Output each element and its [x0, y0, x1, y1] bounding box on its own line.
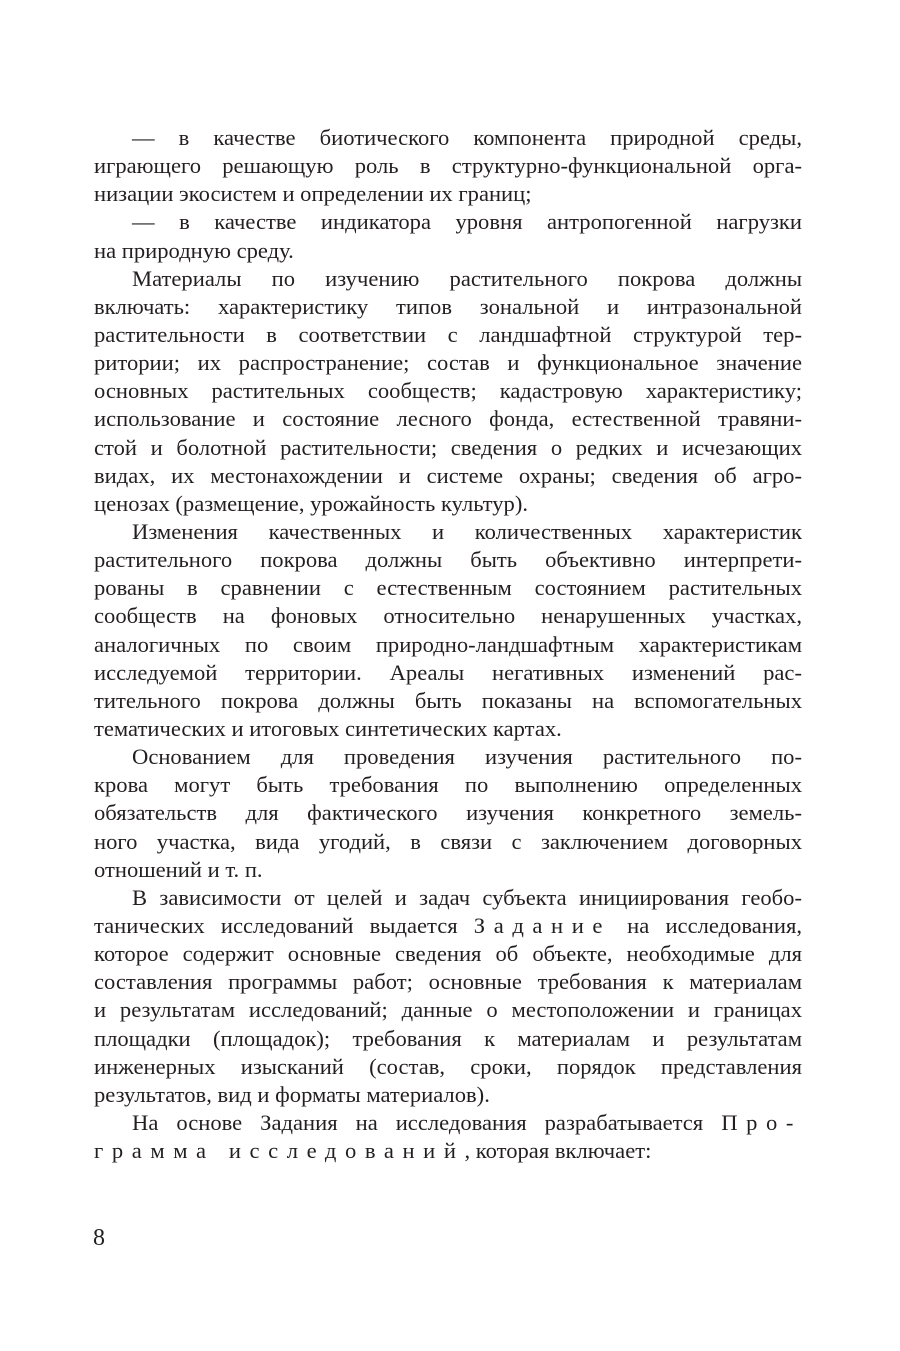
text-run: танических исследований выдается [94, 912, 458, 938]
text-line: растительного покрова должны быть объективно интерпрети- [94, 547, 802, 573]
text-line: — в качестве индикатора уровня антропогенной нагрузки [132, 209, 802, 235]
spaced-term: Про- [721, 1109, 802, 1135]
text-line [94, 1109, 802, 1137]
text-line [94, 1137, 802, 1165]
text-line: Основанием для проведения изучения растительного по- [132, 744, 802, 770]
text-line: и результатам исследований; данные о местоположении и границах [94, 997, 802, 1023]
text-line: на природную среду. [94, 237, 294, 263]
spaced-term: Задание [473, 912, 611, 938]
text-run: На основе Задания на исследования разрабатывается [132, 1109, 704, 1135]
text-line: исследуемой территории. Ареалы негативных изменений рас- [94, 659, 802, 685]
text-line: играющего решающую роль в структурно-функциональной орга- [94, 153, 802, 179]
text-line: тематических и итоговых синтетических картах. [94, 715, 562, 741]
text-line: сообществ на фоновых относительно ненарушенных участках, [94, 603, 802, 629]
text-line: включать: характеристику типов зональной и интразональной [94, 293, 802, 319]
page-number: 8 [93, 1225, 105, 1251]
text-line: которое содержит основные сведения об объекте, необходимые для [94, 941, 802, 967]
spaced-term: грамма исследований [94, 1138, 465, 1164]
text-line: площадки (площадок); требования к материалам и результатам [94, 1025, 802, 1051]
text-line: использование и состояние лесного фонда, естественной травяни- [94, 406, 802, 432]
text-line: инженерных изысканий (состав, сроки, порядок представления [94, 1053, 802, 1079]
text-line: рованы в сравнении с естественным состоянием растительных [94, 575, 802, 601]
text-line: Материалы по изучению растительного покрова должны [132, 265, 802, 291]
text-run: , которая включает: [464, 1138, 652, 1164]
text-line: растительности в соответствии с ландшафтной структурой тер- [94, 321, 802, 347]
text-line: тительного покрова должны быть показаны на вспомогательных [94, 687, 802, 713]
text-line: В зависимости от целей и задач субъекта инициирования геобо- [132, 884, 802, 910]
text-line: отношений и т. п. [94, 856, 263, 882]
text-line: обязательств для фактического изучения конкретного земель- [94, 800, 802, 826]
text-run: на исследования, [627, 912, 802, 938]
text-line: крова могут быть требования по выполнению определенных [94, 772, 802, 798]
text-line [94, 912, 802, 940]
text-line: низации экосистем и определении их границ; [94, 181, 532, 207]
text-line: основных растительных сообществ; кадастровую характеристику; [94, 378, 802, 404]
text-line: составления программы работ; основные требования к материалам [94, 969, 802, 995]
text-line: результатов, вид и форматы материалов). [94, 1081, 490, 1107]
text-line: Изменения качественных и количественных характеристик [132, 518, 802, 544]
text-line: аналогичных по своим природно-ландшафтным характеристикам [94, 631, 802, 657]
text-line: ценозах (размещение, урожайность культур). [94, 490, 529, 516]
body-text [94, 124, 802, 1165]
text-line: видах, их местонахождении и системе охраны; сведения об агро- [94, 462, 802, 488]
text-line: — в качестве биотического компонента природной среды, [132, 125, 802, 150]
text-line: ного участка, вида угодий, в связи с заключением договорных [94, 828, 802, 854]
text-line: стой и болотной растительности; сведения о редких и исчезающих [94, 434, 802, 460]
text-line: ритории; их распространение; состав и функциональное значение [94, 350, 802, 376]
